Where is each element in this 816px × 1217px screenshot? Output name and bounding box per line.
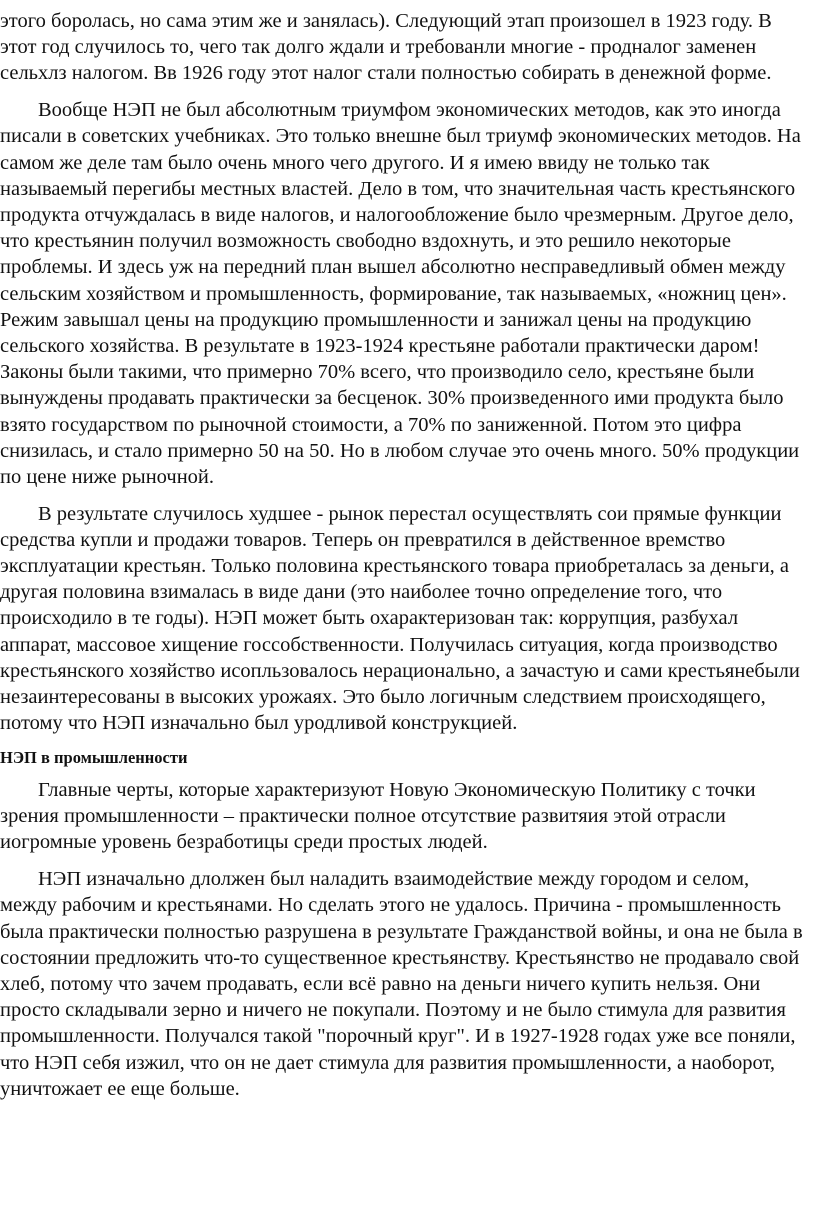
section-heading: НЭП в промышленности [0,747,188,767]
paragraph-industry-features: Главные черты, которые характеризуют Новую Экономическую Политику с точки зрения промышленности – практически полное отсутствие развитяия этой отрасли иогромные уровень безработицы среди простых людей. [0,778,756,854]
paragraph-continued: этого боролась, но сама этим же и занялась). Следующий этап произошел в 1923 году. В этот год случилось то, чего так долго ждали и требованли многие - продналог заменен сельхлз налогом. Вв 1926 году этот налог стали полностью собирать в денежной форме. [0,10,772,85]
paragraph-city-village: НЭП изначально длолжен был наладить взаимодействие между городом и селом, между рабочим и крестьянами. Но сделать этого не удалось. Причина - промышленность была практически полностью разрушена в результате Гражданствой войны, и она не была в состоянии предложить что-то существенное крестьянству. Крестьянство не продавало свой хлеб, потому что зачем продавать, если всё равно на деньги ничего купить нельзя. Они просто складывали зерно и ничего не покупали. Поэтому и не было стимула для развития промышленности. Получался такой "порочный круг". И в 1927-1928 годах уже все поняли, что НЭП себя изжил, что он не дает стимула для развития промышленности, а наоборот, уничтожает ее еще больше. [0,868,803,1100]
paragraph-nep-not-triumph: Вообще НЭП не был абсолютным триумфом экономических методов, как это иногда писали в советских учебниках. Это только внешне был триумф экономических методов. На самом же деле там было очень много чего другого. И я имею ввиду не только так называемый перегибы местных властей. Дело в том, что значительная часть крестьянского продукта отчуждалась в виде налогов, и налогообложение было чрезмерным. Другое дело, что крестьянин получил возможность свободно вздохнуть, и это решило некоторые проблемы. И здесь уж на передний план вышел абсолютно несправедливый обмен между сельским хозяйством и промышленность, формирование, так называемых, «ножниц цен». Режим завышал цены на продукцию промышленности и занижал цены на продукцию сельского хозяйства. В результате в 1923-1924 крестьяне работали практически даром! Законы были такими, что примерно 70% всего, что производило село, крестьяне были вынуждены продавать практически за бесценок. 30% произведенного ими продукта было взято государством по рыночной стоимости, а 70% по заниженной. Потом это цифра снизилась, и стало примерно 50 на 50. Но в любом случае это очень много. 50% продукции по цене ниже рыночной. [0,99,801,488]
paragraph-market-result: В результате случилось худшее - рынок перестал осуществлять сои прямые функции средства купли и продажи товаров. Теперь он превратился в действенное времство эксплуатации крестьян. Только половина крестьянского товара приобреталась за деньги, а другая половина взималась в виде дани (это наиболее точно определение того, что происходило в те годы). НЭП может быть охарактеризован так: коррупция, разбухал аппарат, массовое хищение госсобственности. Получилась ситуация, когда производство крестьянского хозяйство исопльзовалось нерационально, а зачастую и сами крестьянебыли незаинтересованы в высоких урожаях. Это было логичным следствием происходящего, потому что НЭП изначально был уродливой конструкцией. [0,502,800,735]
